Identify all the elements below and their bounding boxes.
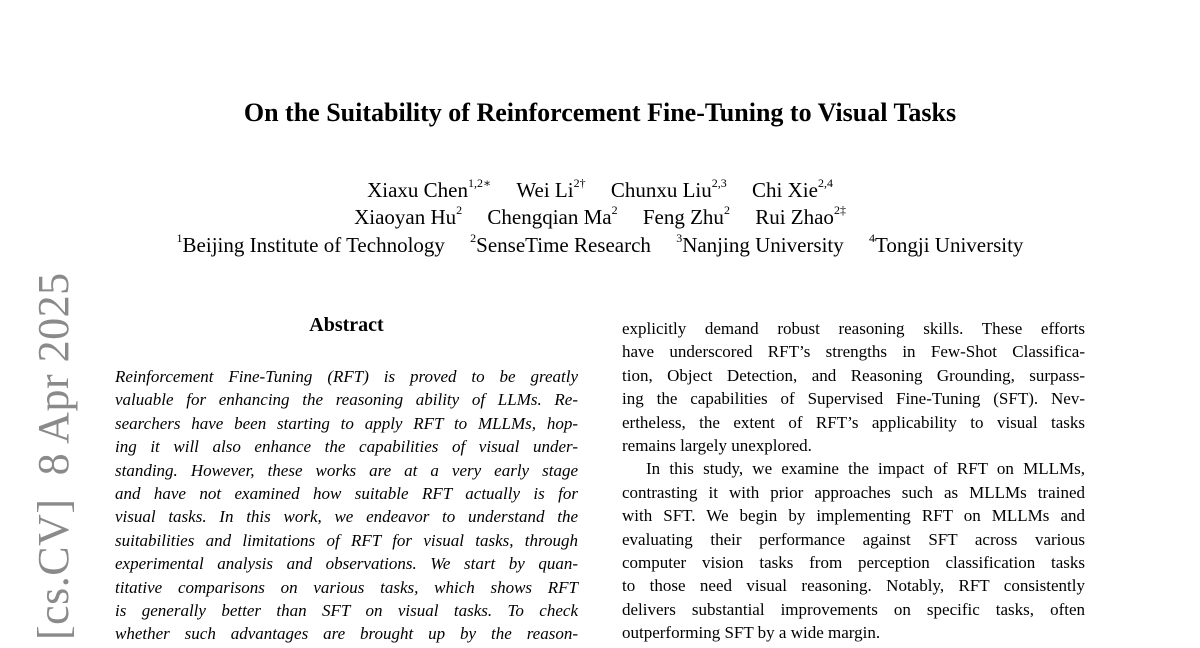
introduction-body (622, 317, 1085, 644)
intro-line: outperforming SFT by a wide margin. (622, 623, 881, 643)
abstract-line: titative comparisons on various tasks, which shows RFT (115, 577, 578, 597)
abstract-line: Reinforcement Fine-Tuning (RFT) is proved to be greatly (115, 367, 578, 386)
affiliation: $^2$SenseTime Research (470, 231, 651, 257)
abstract-line: ing it will also enhance the capabilities of visual under- (115, 437, 578, 457)
abstract-line: experimental analysis and observations. We start by quan- (115, 554, 578, 574)
affiliation: $^3$Nanjing University (676, 231, 844, 257)
author: Chengqian Ma$^2$ (487, 203, 618, 229)
author: Chi Xie$^{2,4}$ (752, 176, 833, 202)
affiliations (0, 233, 1200, 258)
abstract-line: searchers have been starting to apply RFT to MLLMs, hop- (115, 413, 578, 433)
author: Rui Zhao$^{2\ddagger}$ (755, 203, 846, 229)
intro-line: computer vision tasks from perception classification tasks (622, 552, 1085, 572)
arxiv-stamp (28, 272, 79, 640)
affiliation: $^1$Beijing Institute of Technology (176, 231, 445, 257)
abstract-line: valuable for enhancing the reasoning ability of LLMs. Re- (115, 390, 578, 410)
abstract-line: visual tasks. In this work, we endeavor to understand the (115, 507, 578, 527)
author-line-1 (0, 178, 1200, 203)
abstract-body (115, 365, 578, 646)
intro-line: ertheless, the extent of RFT’s applicability to visual tasks (622, 412, 1085, 432)
intro-line: evaluating their performance against SFT across various (622, 529, 1085, 549)
abstract-line: whether such advantages are brought up by the reason- (115, 624, 578, 644)
affiliation: $^4$Tongji University (869, 231, 1024, 257)
intro-line: delivers substantial improvements on specific tasks, often (622, 599, 1085, 619)
author: Chunxu Liu$^{2,3}$ (610, 176, 727, 202)
intro-line: contrasting it with prior approaches such as MLLMs trained (622, 482, 1085, 502)
intro-line: In this study, we examine the impact of RFT on MLLMs, (646, 459, 1085, 479)
abstract-line: standing. However, these works are at a very early stage (115, 460, 578, 480)
abstract-line: is generally better than SFT on visual tasks. To check (115, 600, 578, 620)
intro-line: have underscored RFT’s strengths in Few-Shot Classifica- (622, 342, 1085, 362)
paper-title: On the Suitability of Reinforcement Fine-Tuning to Visual Tasks (243, 98, 957, 127)
arxiv-date: 8 Apr 2025 (29, 272, 78, 476)
author-line-2 (0, 205, 1200, 230)
author: Xiaoyan Hu$^2$ (354, 203, 463, 229)
abstract-line: suitabilities and limitations of RFT for visual tasks, through (115, 530, 578, 550)
arxiv-category: [cs.CV] (29, 498, 78, 640)
intro-line: explicitly demand robust reasoning skills. These efforts (622, 319, 1085, 338)
abstract-line: and have not examined how suitable RFT actually is for (115, 483, 578, 503)
author: Xiaxu Chen$^{1,2∗}$ (367, 176, 492, 202)
intro-line: tion, Object Detection, and Reasoning Grounding, surpass- (622, 365, 1085, 385)
abstract-heading: Abstract (309, 314, 384, 336)
author: Feng Zhu$^2$ (642, 203, 730, 229)
intro-line: ing the capabilities of Supervised Fine-Tuning (SFT). Nev- (622, 389, 1085, 409)
author: Wei $Li^{2\dagger}$ (516, 176, 586, 202)
intro-line: remains largely unexplored. (622, 435, 812, 455)
intro-line: with SFT. We begin by implementing RFT on MLLMs and (622, 506, 1085, 526)
intro-line: to those need visual reasoning. Notably, RFT consistently (622, 576, 1085, 596)
